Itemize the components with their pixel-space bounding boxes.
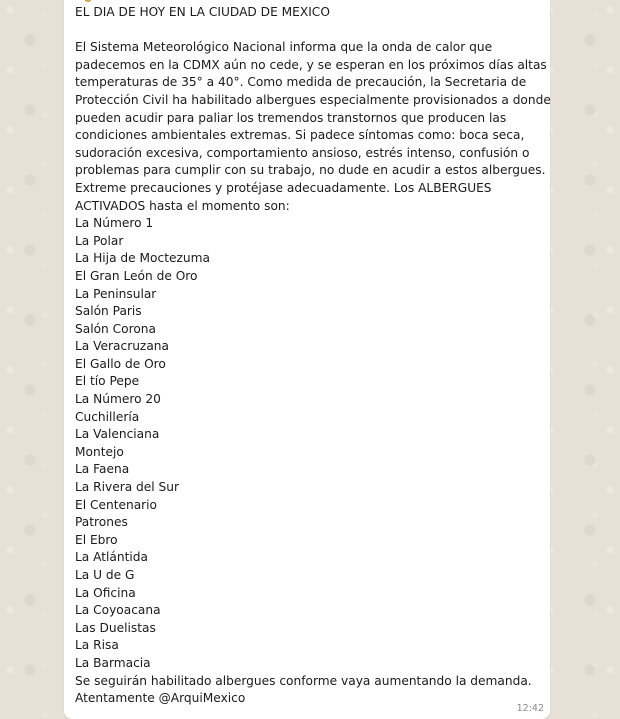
- closing-line: Se seguirán habilitado albergues conforme vaya aumentando la demanda.: [75, 673, 532, 688]
- shelter-item: Las Duelistas: [75, 620, 156, 635]
- shelter-item: La Peninsular: [75, 286, 157, 301]
- shelter-item: La Barmacia: [75, 655, 151, 670]
- shelter-item: La Coyoacana: [75, 603, 161, 618]
- body-line: pueden acudir para paliar los tremendos transtornos que producen las: [75, 110, 507, 125]
- shelter-item: La Oficina: [75, 585, 136, 600]
- shelter-item: Salón Corona: [75, 321, 157, 336]
- shelter-item: La Número 1: [75, 216, 154, 231]
- body-line: sudoración excesiva, comportamiento ansioso, estrés intenso, confusión o: [75, 145, 530, 160]
- shelter-item: La Veracruzana: [75, 339, 169, 354]
- shelter-item: El Gran León de Oro: [75, 268, 198, 283]
- shelter-item: La Polar: [75, 233, 124, 248]
- body-line: Extreme precauciones y protéjase adecuadamente. Los ALBERGUES: [75, 180, 492, 195]
- signature-line: Atentamente @ArquiMexico: [75, 691, 246, 706]
- body-line: padecemos en la CDMX aún no cede, y se esperan en los próximos días altas: [75, 57, 547, 72]
- message-text: [75, 4, 550, 708]
- sender-avatar-fragment: [84, 0, 92, 2]
- shelter-item: La Atlántida: [75, 550, 148, 565]
- body-line: ACTIVADOS hasta el momento son:: [75, 198, 290, 213]
- shelter-item: La Faena: [75, 462, 130, 477]
- shelter-item: Cuchillería: [75, 409, 140, 424]
- shelter-item: El Gallo de Oro: [75, 356, 166, 371]
- shelter-item: El Centenario: [75, 497, 158, 512]
- message-title: EL DIA DE HOY EN LA CIUDAD DE MEXICO: [75, 5, 330, 19]
- body-line: problemas para cumplir con su trabajo, no dude en acudir a estos albergues.: [75, 163, 546, 178]
- body-line: condiciones ambientales extremas. Si padece síntomas como: boca seca,: [75, 128, 525, 143]
- shelter-item: El tío Pepe: [75, 374, 140, 389]
- shelter-item: La Risa: [75, 638, 119, 653]
- body-line: Protección Civil ha habilitado albergues especialmente provisionados a donde: [75, 92, 551, 107]
- message-bubble[interactable]: [64, 0, 550, 719]
- shelter-item: Montejo: [75, 444, 124, 459]
- message-timestamp: 12:42: [516, 703, 544, 714]
- shelter-item: El Ebro: [75, 532, 118, 547]
- shelter-item: La Número 20: [75, 392, 161, 407]
- shelter-item: La Rivera del Sur: [75, 480, 180, 495]
- shelter-item: La Valenciana: [75, 427, 160, 442]
- body-line: El Sistema Meteorológico Nacional informa que la onda de calor que: [75, 40, 493, 55]
- shelter-item: La Hija de Moctezuma: [75, 251, 210, 266]
- shelter-item: La U de G: [75, 568, 135, 582]
- shelter-item: Patrones: [75, 515, 128, 530]
- body-line: temperaturas de 35° a 40°. Como medida de precaución, la Secretaria de: [75, 75, 527, 90]
- shelter-item: Salón Paris: [75, 304, 142, 319]
- blank-line: [75, 22, 550, 40]
